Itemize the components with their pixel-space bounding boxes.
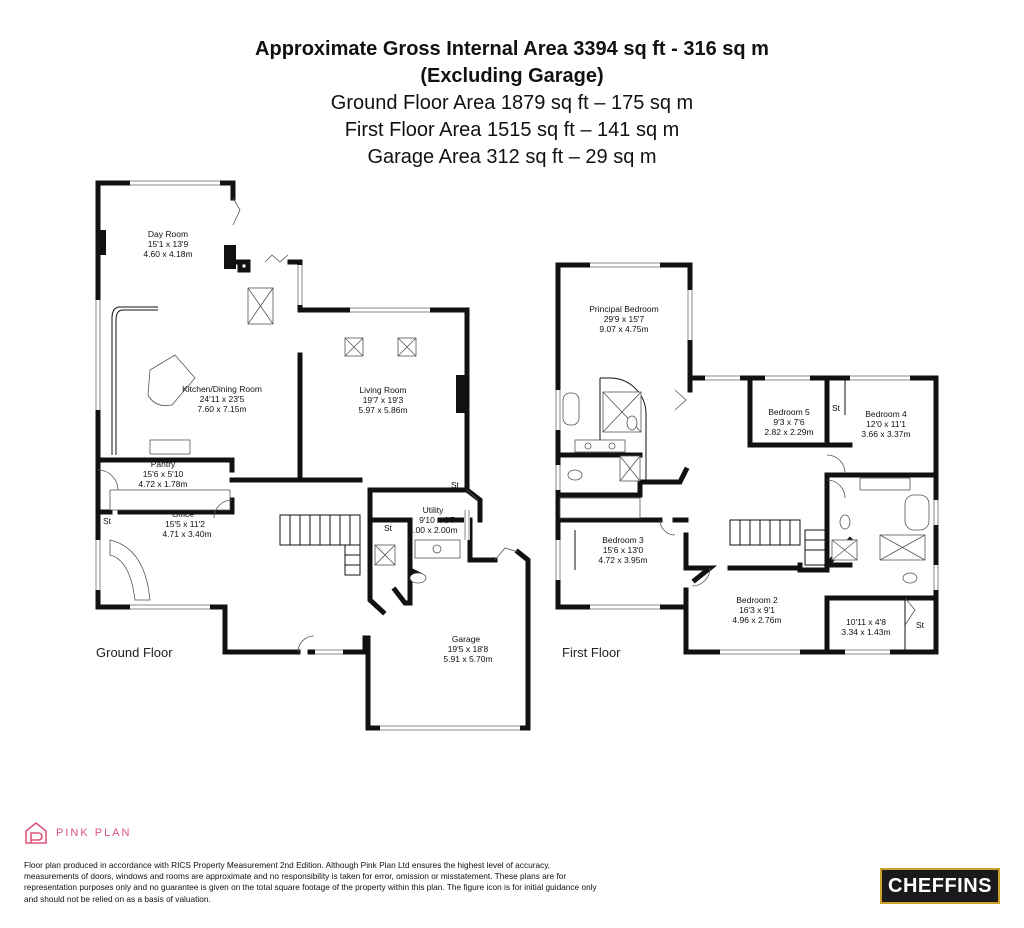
bedroom-4-imperial: 12'0 x 11'1 (866, 419, 906, 429)
first-floor-area: First Floor Area 1515 sq ft – 141 sq m (344, 119, 680, 141)
first-floor-label: First Floor (562, 645, 621, 660)
store-office-label: St (102, 516, 112, 526)
pantry-imperial: 15'6 x 5'10 (142, 469, 184, 479)
ground-floor-area: Ground Floor Area 1879 sq ft – 175 sq m (330, 92, 694, 114)
kitchen-metric: 7.60 x 7.15m (197, 404, 247, 414)
small-room-imperial: 10'11 x 4'8 (846, 617, 886, 627)
bedroom-2-name: Bedroom 2 (736, 595, 778, 605)
principal-bedroom-metric: 9.07 x 4.75m (599, 324, 649, 334)
pantry-name: Pantry (150, 459, 176, 469)
kitchen-imperial: 24'11 x 23'5 (199, 394, 245, 404)
utility-metric: 3.00 x 2.00m (408, 525, 458, 535)
small-room-metric: 3.34 x 1.43m (841, 627, 891, 637)
garage-area: Garage Area 312 sq ft – 29 sq m (367, 146, 657, 168)
bedroom-3-imperial: 15'6 x 13'0 (602, 545, 644, 555)
ground-floor-plan (95, 180, 528, 731)
living-room-metric: 5.97 x 5.86m (358, 405, 408, 415)
bedroom-5-name: Bedroom 5 (768, 407, 810, 417)
living-room-imperial: 19'7 x 19'3 (362, 395, 404, 405)
store-bedroom-4-label: St (831, 403, 841, 413)
living-room-name: Living Room (359, 385, 407, 395)
bedroom-3-metric: 4.72 x 3.95m (598, 555, 648, 565)
utility-imperial: 9'10 x 6'7 (419, 515, 455, 525)
bedroom-5-imperial: 9'3 x 7'6 (773, 417, 805, 427)
store-small-label: St (915, 620, 925, 630)
pink-plan-text: PINK PLAN (56, 827, 132, 839)
store-hall-label: St (383, 523, 393, 533)
principal-bedroom-imperial: 29'9 x 15'7 (603, 314, 645, 324)
ground-floor-label: Ground Floor (96, 645, 173, 660)
pink-plan-house-icon (24, 820, 48, 846)
bedroom-4-metric: 3.66 x 3.37m (861, 429, 911, 439)
kitchen-name: Kitchen/Dining Room (182, 384, 262, 394)
title-line-2: (Excluding Garage) (420, 65, 604, 87)
garage-metric: 5.91 x 5.70m (443, 654, 493, 664)
principal-bedroom-name: Principal Bedroom (589, 304, 659, 314)
office-name: Office (171, 509, 195, 519)
bedroom-3-name: Bedroom 3 (602, 535, 644, 545)
day-room-metric: 4.60 x 4.18m (143, 249, 193, 259)
garage-imperial: 19'5 x 18'8 (447, 644, 489, 654)
pantry-metric: 4.72 x 1.78m (138, 479, 188, 489)
bedroom-2-imperial: 16'3 x 9'1 (739, 605, 775, 615)
title-line-1: Approximate Gross Internal Area 3394 sq ft - 316 sq m (255, 38, 769, 60)
disclaimer-text: Floor plan produced in accordance with RICS Property Measurement 2nd Edition. Although Pink Plan Ltd ensures the highest level of accuracy, measurements of doors, windows and rooms are approximate and no responsibility is taken for error, omission or misstatement. These plans are for representation purposes only and no guarantee is given on the total square footage of the property within this plan. The figure icon is for initial guidance only and should not be relied on as a basis of valuation. (24, 860, 597, 904)
bedroom-4-name: Bedroom 4 (865, 409, 907, 419)
pink-plan-logo (24, 820, 131, 846)
day-room-name: Day Room (147, 229, 189, 239)
utility-name: Utility (422, 505, 444, 515)
garage-name: Garage (451, 634, 481, 644)
day-room-imperial: 15'1 x 13'9 (147, 239, 189, 249)
office-metric: 4.71 x 3.40m (162, 529, 212, 539)
bedroom-2-metric: 4.96 x 2.76m (732, 615, 782, 625)
store-utility-label: St (450, 480, 460, 490)
bedroom-5-metric: 2.82 x 2.29m (764, 427, 814, 437)
office-imperial: 15'5 x 11'2 (165, 519, 205, 529)
cheffins-logo: CHEFFINS (880, 868, 1000, 904)
first-floor-plan (555, 262, 939, 660)
